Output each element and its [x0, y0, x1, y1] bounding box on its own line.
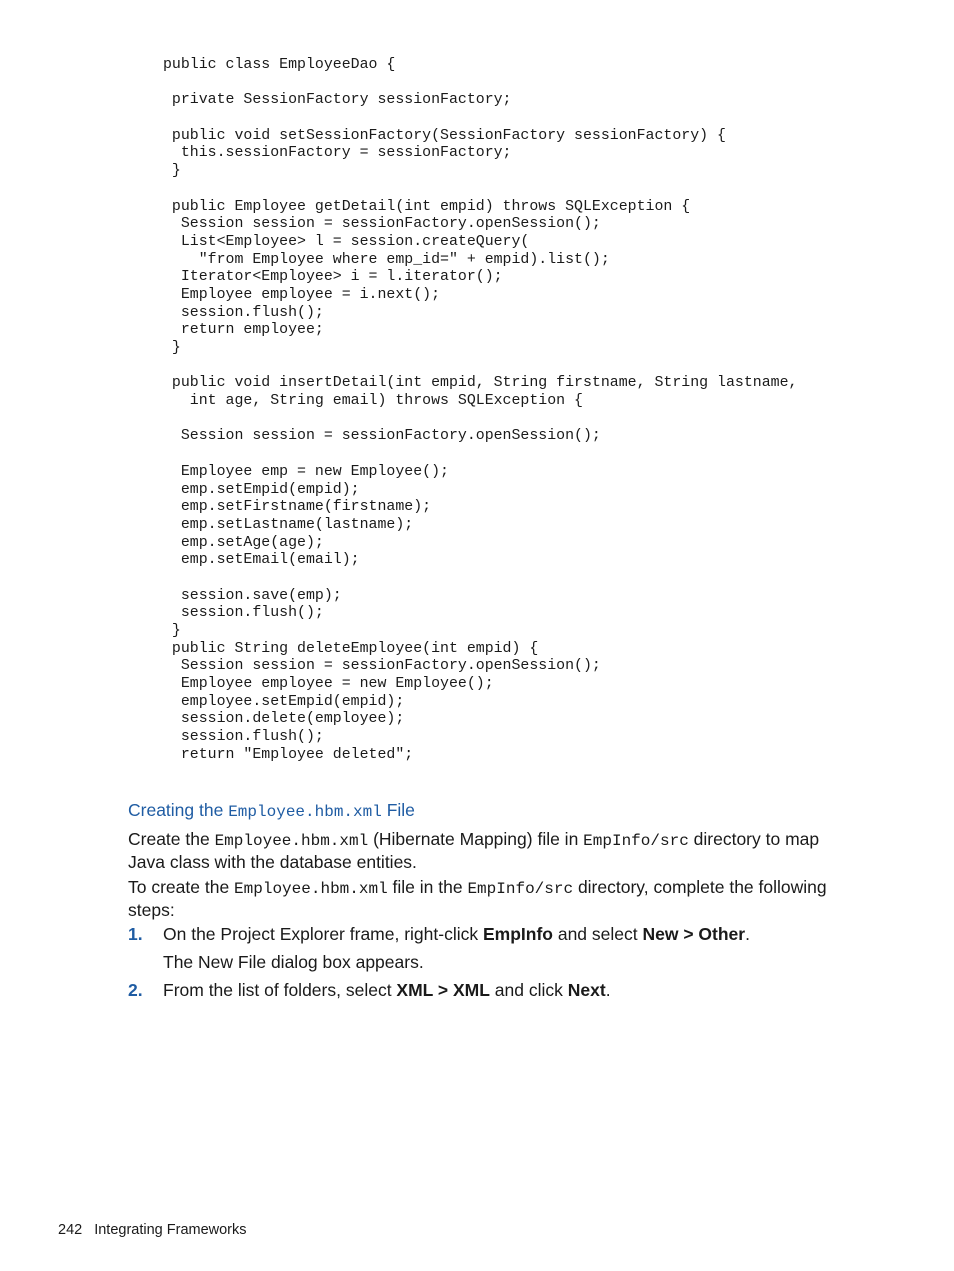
- code-line: emp.setEmpid(empid);: [163, 481, 360, 498]
- para1-directory: EmpInfo/src: [583, 832, 689, 850]
- code-line: Iterator<Employee> i = l.iterator();: [163, 269, 503, 286]
- step-number: 1.: [128, 924, 143, 944]
- code-line: [163, 446, 923, 464]
- code-line: Session session = sessionFactory.openSession();: [163, 216, 601, 233]
- para2-filename: Employee.hbm.xml: [234, 880, 388, 898]
- step2-text-3: .: [605, 980, 611, 1000]
- step1-text-2: and select: [552, 924, 643, 944]
- code-line: }: [163, 623, 181, 639]
- para1-text-1: Create the: [128, 829, 215, 849]
- para2-text-2: file in the: [387, 877, 468, 897]
- code-line: [163, 110, 923, 128]
- para1-text-3: directory to map Java class with the database entities.: [128, 829, 820, 872]
- code-line: public Employee getDetail(int empid) throws SQLException {: [163, 198, 691, 215]
- section-heading: [128, 800, 415, 821]
- heading-prefix: Creating the: [128, 800, 229, 820]
- code-line: this.sessionFactory = sessionFactory;: [163, 145, 512, 162]
- para1-text-2: (Hibernate Mapping) file in: [368, 829, 584, 849]
- code-line: emp.setLastname(lastname);: [163, 516, 414, 533]
- code-line: session.flush();: [163, 605, 324, 622]
- code-line: Session session = sessionFactory.openSession();: [163, 658, 601, 675]
- code-line: session.flush();: [163, 729, 324, 746]
- code-line: }: [163, 340, 181, 356]
- code-line: session.save(emp);: [163, 587, 342, 604]
- step2-bold-folder: XML > XML: [396, 980, 490, 1000]
- footer-section-title: Integrating Frameworks: [94, 1222, 247, 1238]
- code-line: "from Employee where emp_id=" + empid).list();: [163, 251, 610, 268]
- code-line: Employee employee = new Employee();: [163, 676, 494, 693]
- para2-text-1: To create the: [128, 877, 235, 897]
- code-line: emp.setAge(age);: [163, 534, 324, 551]
- intro-paragraph: [128, 829, 858, 873]
- code-line: Employee emp = new Employee();: [163, 463, 449, 480]
- code-line: [163, 75, 923, 93]
- code-line: private SessionFactory sessionFactory;: [163, 92, 512, 109]
- code-line: emp.setEmail(email);: [163, 552, 360, 569]
- code-listing: [163, 57, 923, 765]
- step-text: [163, 924, 750, 945]
- step1-text-1: On the Project Explorer frame, right-click: [163, 924, 483, 944]
- code-line: List<Employee> l = session.createQuery(: [163, 233, 530, 250]
- step2-text-2: and click: [489, 980, 568, 1000]
- step1-bold-menu-path: New > Other: [642, 924, 746, 944]
- step-text: [163, 980, 611, 1001]
- code-line: [163, 411, 923, 429]
- steps-intro-paragraph: [128, 877, 858, 921]
- code-line: [163, 358, 923, 376]
- code-line: [163, 570, 923, 588]
- para2-directory: EmpInfo/src: [467, 880, 574, 898]
- code-line: public String deleteEmployee(int empid) {: [163, 640, 539, 657]
- code-line: public void insertDetail(int empid, String firstname, String lastname,: [163, 375, 798, 392]
- code-line: [163, 181, 923, 199]
- step-result-note: The New File dialog box appears.: [163, 952, 424, 972]
- heading-suffix: File: [381, 800, 415, 820]
- para2-text-3: directory, complete the following steps:: [128, 877, 827, 920]
- page-number: 242: [58, 1222, 83, 1238]
- heading-filename: Employee.hbm.xml: [228, 803, 382, 821]
- code-line: return "Employee deleted";: [163, 746, 414, 763]
- code-line: public void setSessionFactory(SessionFactory sessionFactory) {: [163, 127, 726, 144]
- code-line: employee.setEmpid(empid);: [163, 693, 405, 710]
- page-footer: [58, 1222, 247, 1238]
- code-line: public class EmployeeDao {: [163, 57, 396, 73]
- step1-bold-empinfo: EmpInfo: [482, 924, 553, 944]
- code-line: return employee;: [163, 322, 324, 339]
- step1-text-3: .: [745, 924, 750, 944]
- code-line: int age, String email) throws SQLException {: [163, 393, 583, 410]
- code-line: }: [163, 163, 181, 180]
- code-line: emp.setFirstname(firstname);: [163, 499, 432, 516]
- step-number: 2.: [128, 980, 143, 1000]
- code-line: Session session = sessionFactory.openSession();: [163, 428, 601, 445]
- code-line: Employee employee = i.next();: [163, 286, 441, 303]
- step2-text-1: From the list of folders, select: [163, 980, 397, 1000]
- code-line: session.delete(employee);: [163, 711, 405, 728]
- step2-bold-next: Next: [567, 980, 606, 1000]
- para1-filename: Employee.hbm.xml: [214, 832, 369, 850]
- code-line: session.flush();: [163, 304, 324, 321]
